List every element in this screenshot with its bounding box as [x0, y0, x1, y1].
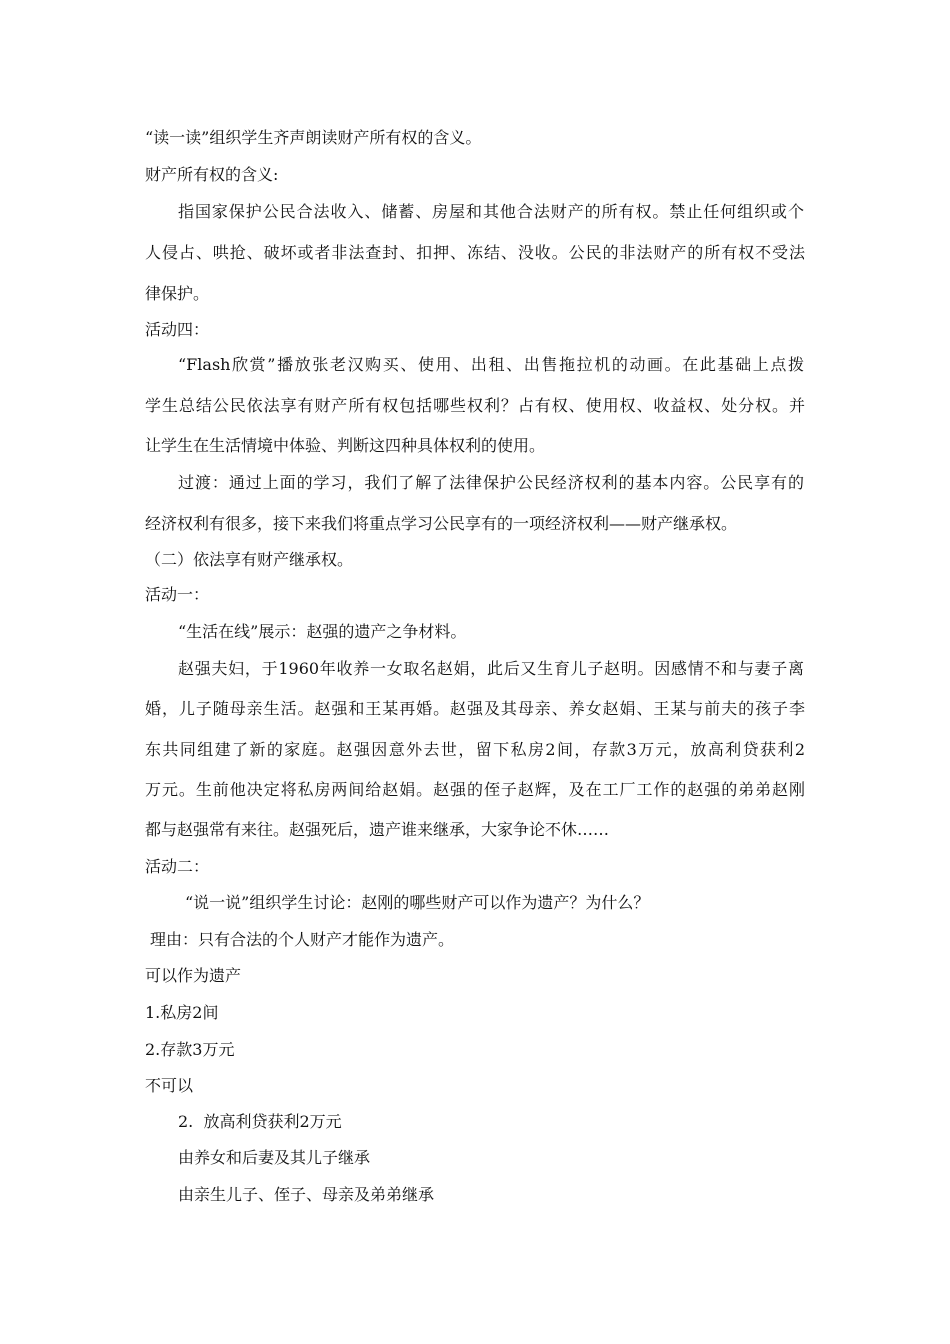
section-heading: （二）依法享有财产继承权。	[145, 550, 354, 569]
paragraph-line: 经济权利有很多，接下来我们将重点学习公民享有的一项经济权利——财产继承权。	[145, 514, 738, 533]
list-item: 1.私房2间	[145, 1003, 219, 1022]
paragraph-line: 学生总结公民依法享有财产所有权包括哪些权利？占有权、使用权、收益权、处分权。并	[145, 396, 805, 415]
section-heading: 活动一：	[145, 585, 210, 604]
list-heading: 可以作为遗产	[145, 966, 242, 985]
paragraph-line: 过渡：通过上面的学习，我们了解了法律保护公民经济权利的基本内容。公民享有的	[178, 473, 804, 492]
paragraph-line: 由养女和后妻及其儿子继承	[178, 1148, 371, 1167]
list-heading: 不可以	[145, 1076, 194, 1095]
paragraph-line: 东共同组建了新的家庭。赵强因意外去世，留下私房2间，存款3万元，放高利贷获利2	[145, 740, 805, 759]
paragraph-line: “Flash欣赏”播放张老汉购买、使用、出租、出售拖拉机的动画。在此基础上点拨	[178, 355, 804, 374]
paragraph-line: 让学生在生活情境中体验、判断这四种具体权利的使用。	[145, 436, 546, 455]
paragraph-line: “生活在线”展示：赵强的遗产之争材料。	[178, 622, 467, 641]
paragraph-line: 律保护。	[145, 284, 210, 303]
paragraph-line: 万元。生前他决定将私房两间给赵娟。赵强的侄子赵辉，及在工厂工作的赵强的弟弟赵刚	[145, 780, 805, 799]
paragraph-line: 指国家保护公民合法收入、储蓄、房屋和其他合法财产的所有权。禁止任何组织或个	[178, 202, 804, 221]
paragraph-line: 都与赵强常有来往。赵强死后，遗产谁来继承，大家争论不休……	[145, 820, 610, 839]
paragraph-line: “说一说”组织学生讨论：赵刚的哪些财产可以作为遗产？为什么？	[185, 893, 650, 912]
paragraph-line: 由亲生儿子、侄子、母亲及弟弟继承	[178, 1185, 435, 1204]
section-heading: 财产所有权的含义:	[145, 165, 279, 184]
paragraph-line: 婚，儿子随母亲生活。赵强和王某再婚。赵强及其母亲、养女赵娟、王某与前夫的孩子李	[145, 699, 805, 718]
list-item: 2.存款3万元	[145, 1040, 235, 1059]
section-heading: 活动二：	[145, 857, 210, 876]
list-item: 2. 放高利贷获利2万元	[178, 1112, 342, 1131]
paragraph-line: “读一读”组织学生齐声朗读财产所有权的含义。	[145, 128, 482, 147]
paragraph-line: 理由：只有合法的个人财产才能作为遗产。	[150, 930, 455, 949]
paragraph-line: 人侵占、哄抢、破坏或者非法查封、扣押、冻结、没收。公民的非法财产的所有权不受法	[145, 243, 805, 262]
paragraph-line: 赵强夫妇，于1960年收养一女取名赵娟，此后又生育儿子赵明。因感情不和与妻子离	[178, 659, 804, 678]
section-heading: 活动四：	[145, 320, 210, 339]
